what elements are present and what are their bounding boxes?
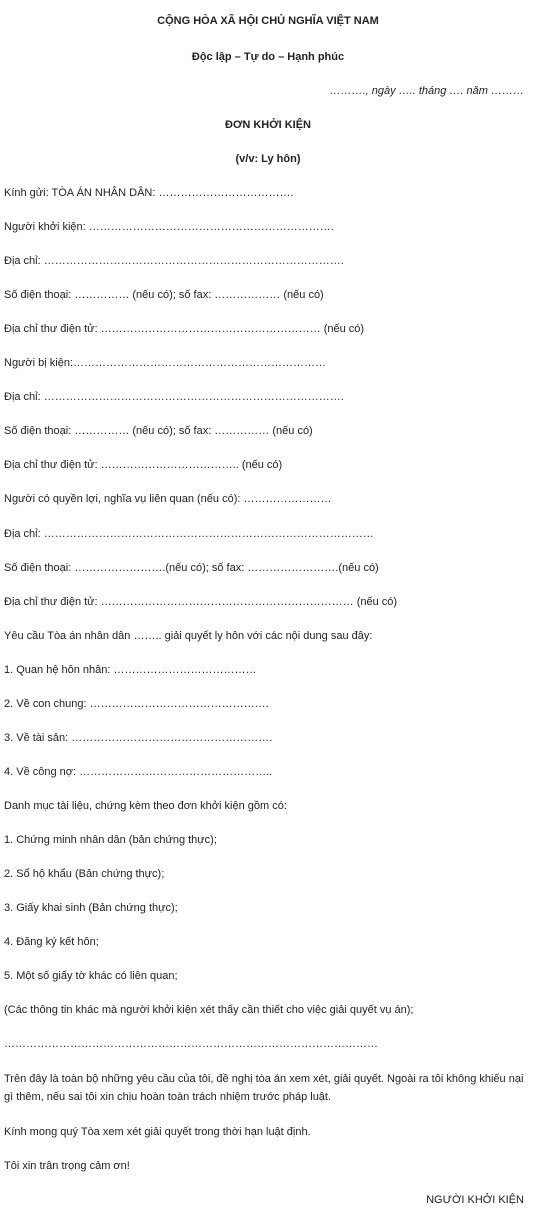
line-related-party-address: Địa chỉ: ……………………………………………………………………………… bbox=[4, 528, 374, 540]
line-attachment-id-card: 1. Chứng minh nhân dân (bản chứng thực); bbox=[4, 834, 217, 846]
line-attachments-heading: Danh mục tài liệu, chứng kèm theo đơn khởi kiện gồm có: bbox=[4, 800, 287, 812]
line-debts: 4. Về công nợ: …………………………………………….. bbox=[4, 766, 273, 778]
signature-label: NGƯỜI KHỞI KIỆN bbox=[426, 1194, 524, 1206]
line-plaintiff-address: Địa chỉ: ………………………………………………………………………. bbox=[4, 255, 344, 267]
line-plaintiff-email: Địa chỉ thư điện tử: …………………………………………………… (nếu có) bbox=[4, 323, 365, 335]
line-attachment-birth-certificate: 3. Giấy khai sinh (Bản chứng thực); bbox=[4, 902, 178, 914]
closing-thanks: Tôi xin trân trọng cảm ơn! bbox=[4, 1160, 130, 1172]
line-related-party-email: Địa chỉ thư điện tử: …………………………………………………………… (nếu có) bbox=[4, 596, 398, 608]
line-attachment-household: 2. Sổ hộ khẩu (Bản chứng thực); bbox=[4, 868, 165, 880]
line-recipient-court: Kính gửi: TÒA ÁN NHÂN DÂN: ………………………………. bbox=[4, 187, 294, 199]
line-dotted-blank: ………………………………………………………………………………………… bbox=[4, 1038, 378, 1050]
closing-request: Kính mong quý Tòa xem xét giải quyết trong thời hạn luật định. bbox=[4, 1126, 311, 1138]
document-subject: (v/v: Ly hôn) bbox=[235, 153, 301, 165]
line-children: 2. Về con chung: …………………………………………. bbox=[4, 698, 269, 710]
national-title: CỘNG HÒA XÃ HỘI CHỦ NGHĨA VIỆT NAM bbox=[157, 15, 379, 27]
line-defendant-name: Người bị kiện:…………………………………………………………… bbox=[4, 357, 326, 369]
line-related-party: Người có quyền lợi, nghĩa vụ liên quan (nếu có): …………………… bbox=[4, 493, 332, 505]
line-defendant-phone-fax: Số điện thoại: …………… (nếu có); số fax: …………… (nếu có) bbox=[4, 425, 313, 437]
line-other-info: (Các thông tin khác mà người khởi kiện xét thấy cần thiết cho việc giải quyết vụ án); bbox=[4, 1004, 414, 1016]
document-title: ĐƠN KHỞI KIỆN bbox=[225, 119, 311, 131]
line-assets: 3. Về tài sản: ………………………………………………. bbox=[4, 732, 273, 744]
date-line: ………., ngày ….. tháng …. năm ……… bbox=[329, 85, 524, 97]
line-related-party-phone-fax: Số điện thoại: …………………….(nếu có); số fax: …………………….(nếu có) bbox=[4, 562, 379, 574]
line-defendant-address: Địa chỉ: ………………………………………………………………………. bbox=[4, 391, 344, 403]
national-motto: Độc lập – Tự do – Hạnh phúc bbox=[191, 51, 345, 63]
line-marriage-relation: 1. Quan hệ hôn nhân: ………………………………… bbox=[4, 664, 257, 676]
closing-paragraph: Trên đây là toàn bộ những yêu cầu của tôi, đề nghị tòa án xem xét, giải quyết. Ngoài ra tôi không khiếu nại gì thêm, nếu sai tôi xin chịu hoàn toàn trách nhiệm trước pháp luật. bbox=[4, 1073, 524, 1103]
line-defendant-email: Địa chỉ thư điện tử: ……………………………….. (nếu có) bbox=[4, 459, 283, 471]
line-court-request: Yêu cầu Tòa án nhân dân …….. giải quyết ly hôn với các nội dung sau đây: bbox=[4, 630, 373, 642]
line-plaintiff-name: Người khởi kiện: …………………………………………………………. bbox=[4, 221, 334, 233]
line-attachment-other: 5. Một số giấy tờ khác có liên quan; bbox=[4, 970, 178, 982]
line-attachment-marriage-registration: 4. Đăng ký kết hôn; bbox=[4, 936, 99, 948]
line-plaintiff-phone-fax: Số điện thoại: …………… (nếu có); số fax: ……………… (nếu có) bbox=[4, 289, 324, 301]
